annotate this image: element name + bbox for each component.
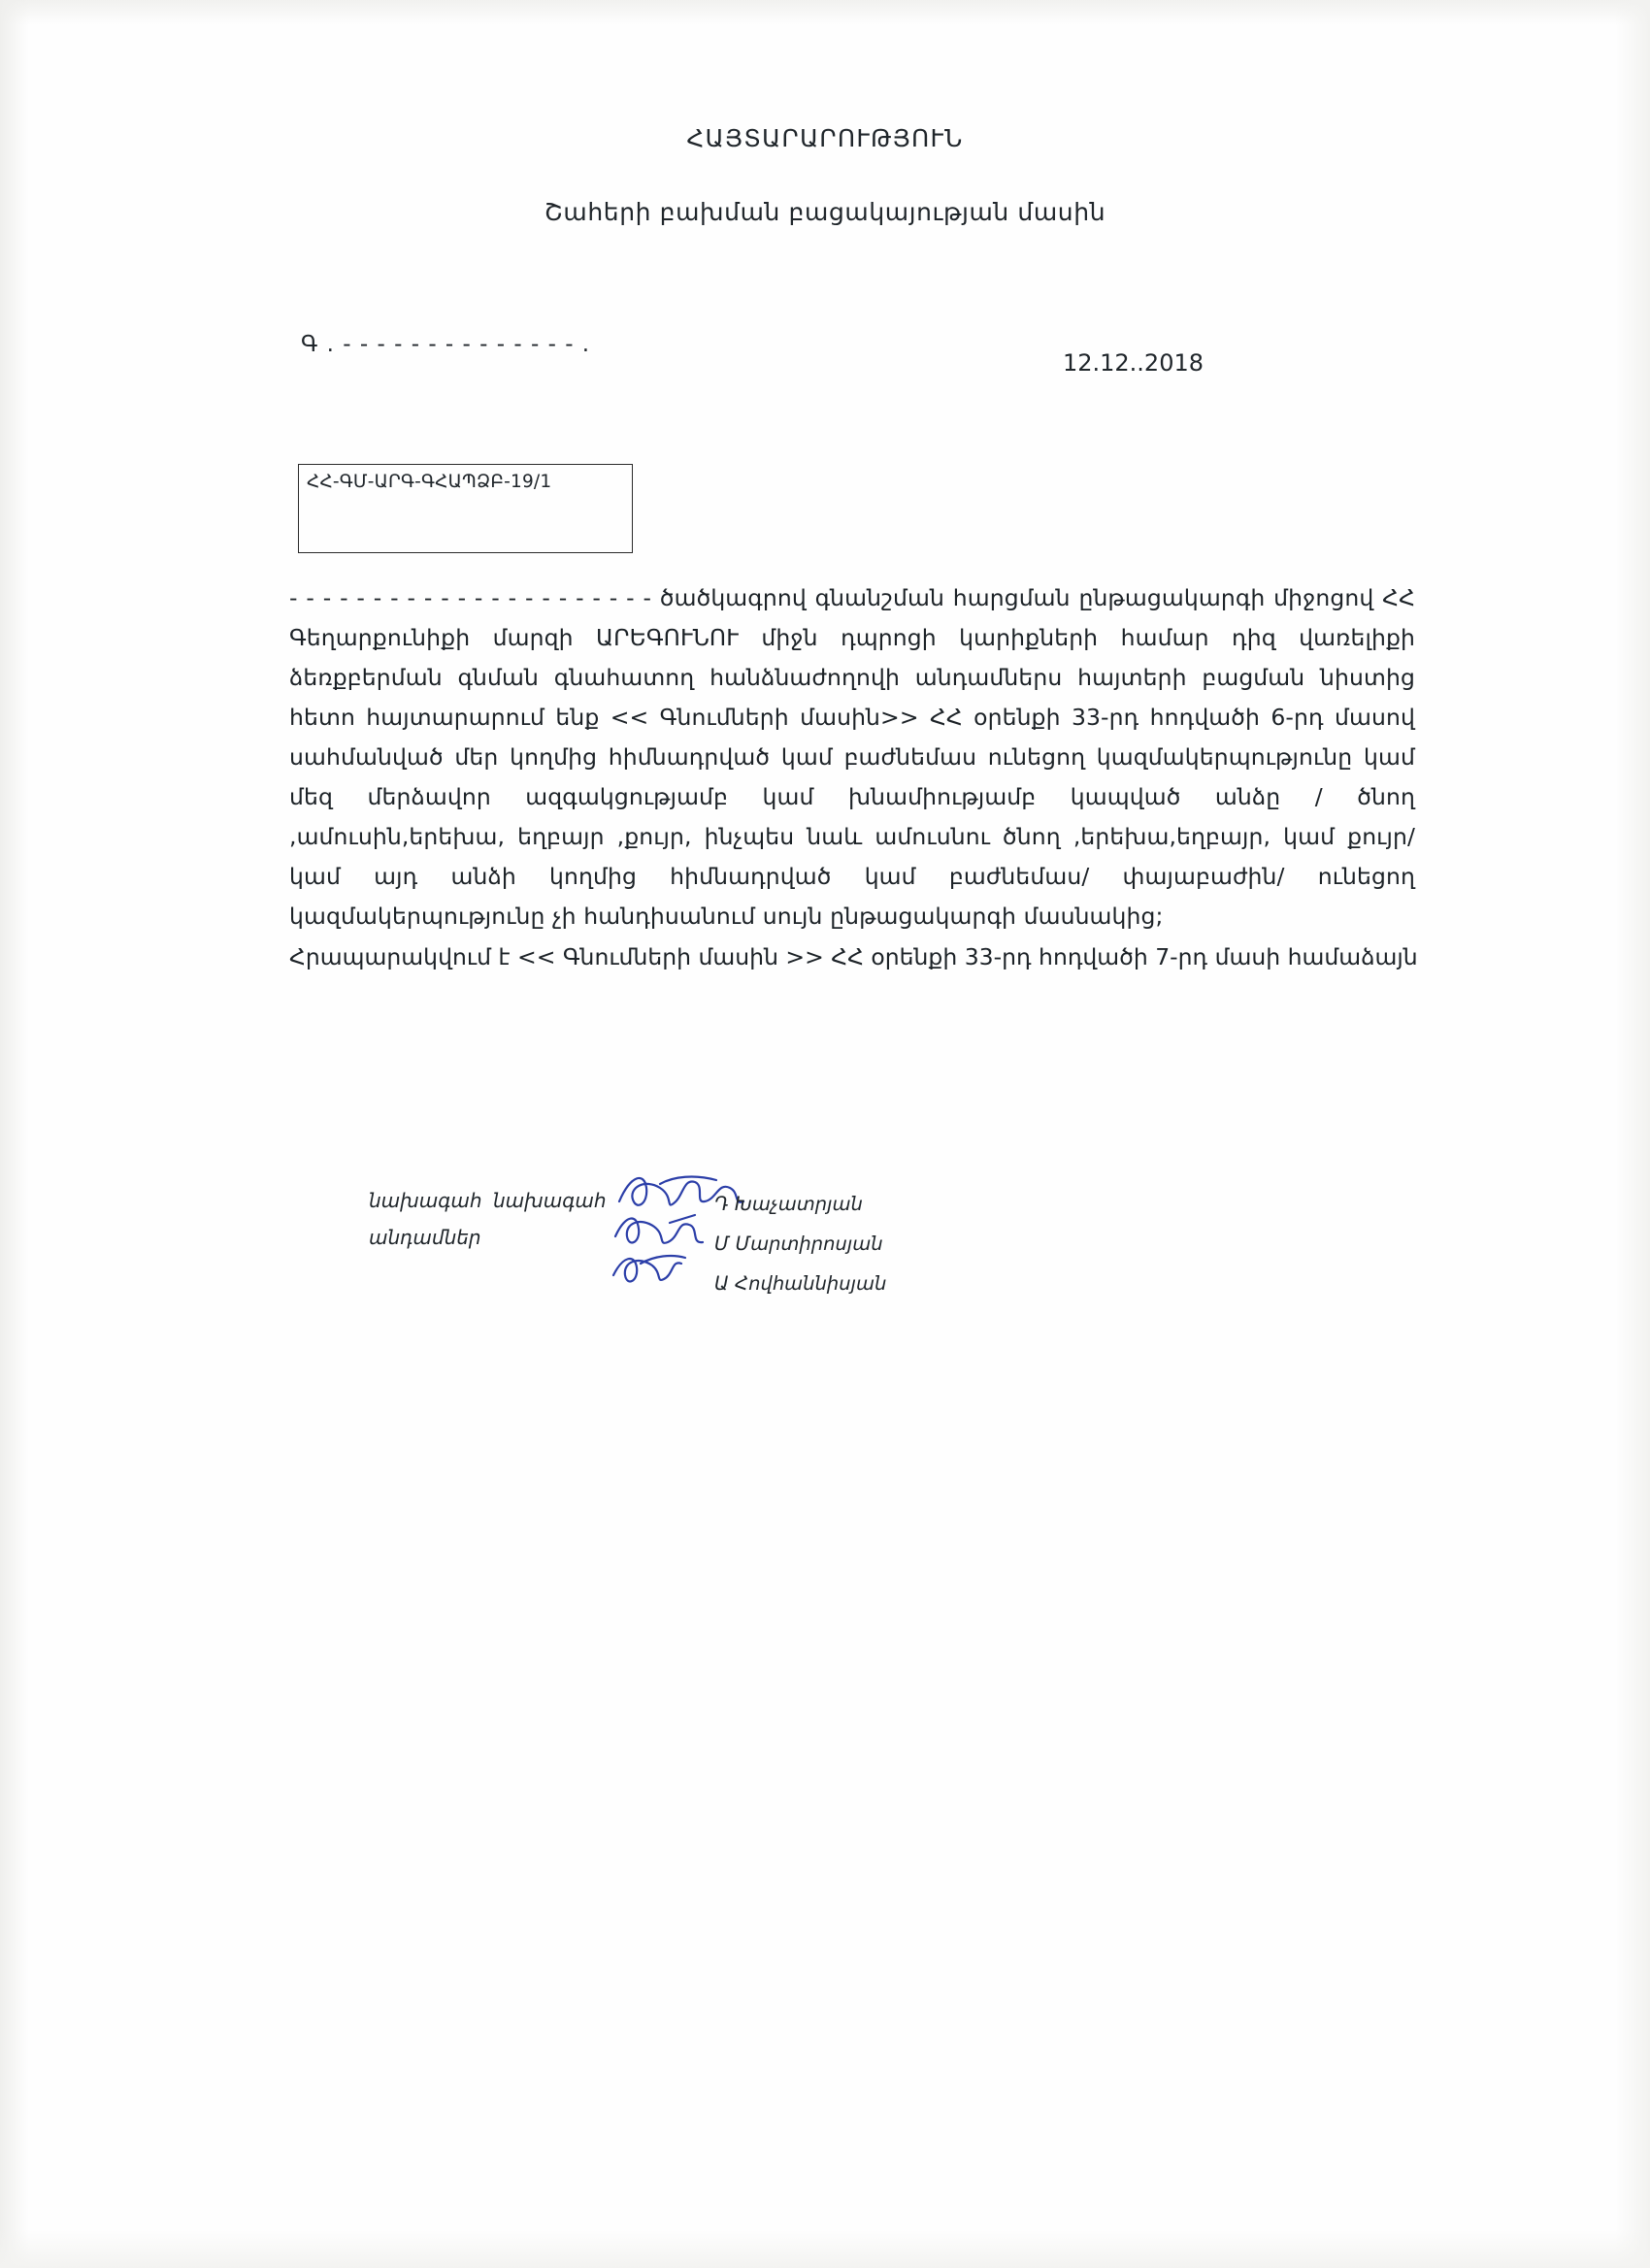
signature-label-column-right <box>493 1182 607 1219</box>
signature-names <box>714 1184 886 1303</box>
city-field: Գ . - - - - - - - - - - - - - - . <box>301 332 591 357</box>
scan-edge-top <box>0 0 1650 25</box>
signer-name: Ա Հովհաննիսյան <box>714 1272 887 1295</box>
signature-label-chair: նախագահ <box>369 1189 482 1212</box>
scan-edge-right <box>1615 0 1650 2268</box>
signature-label-column-left <box>369 1182 482 1256</box>
signature-label-members: անդամներ <box>369 1226 481 1249</box>
body-paragraph: - - - - - - - - - - - - - - - - - - - - - - ծածկագրով գնանշման հարցման ընթացակարգի միջոցով ՀՀ Գեղարքունիքի մարզի ԱՐԵԳՈՒՆՈՒ միջն դպրոցի կարիքների համար դիզ վառելիքի ձեռքբերման գնման գնահատող հանձնաժողովի անդամներս հայտերի բացման նիստից հետո հայտարարում ենք << Գնումների մասին>> ՀՀ օրենքի 33-րդ հոդվածի 6-րդ մասով սահմանված մեր կողմից հիմնադրված կամ բաժնեմաս ունեցող կազմակերպությունը կամ մեզ մերձավոր ազգակցությամբ կամ խնամիությամբ կապված անձը / ծնող ,ամուսին,երեխա, եղբայր ,քույր, ինչպես նաև ամուսնու ծնող ,երեխա,եղբայր, կամ քույր/ կամ այդ անձի կողմից հիմնադրված կամ բաժնեմաս/ փայաբաժին/ ունեցող կազմակերպությունը չի հանդիսանում սույն ընթացակարգի մասնակից; <box>289 584 1415 930</box>
signer-name: Մ Մարտիրոսյան <box>714 1233 883 1255</box>
signature-block <box>369 1165 1126 1339</box>
publish-note: Հրապարակվում է << Գնումների մասին >> ՀՀ օրենքի 33-րդ հոդվածի 7-րդ մասի համաձայն <box>289 943 1418 970</box>
document-body <box>289 578 1415 937</box>
reference-number-text: ՀՀ-ԳՄ-ԱՐԳ-ԳՀԱՊՁԲ-19/1 <box>307 472 552 492</box>
document-subtitle: Շահերի բախման բացակայության մասին <box>544 198 1106 226</box>
scan-edge-left <box>0 0 29 2268</box>
scan-edge-bottom <box>0 2229 1650 2268</box>
signer-name: Դ Խաչատրյան <box>714 1193 863 1215</box>
document-title: ՀԱՅՏԱՐԱՐՈՒԹՅՈՒՆ <box>686 124 964 152</box>
document-date: 12.12..2018 <box>1062 349 1204 377</box>
signature-label-chair-second: նախագահ <box>493 1189 607 1212</box>
